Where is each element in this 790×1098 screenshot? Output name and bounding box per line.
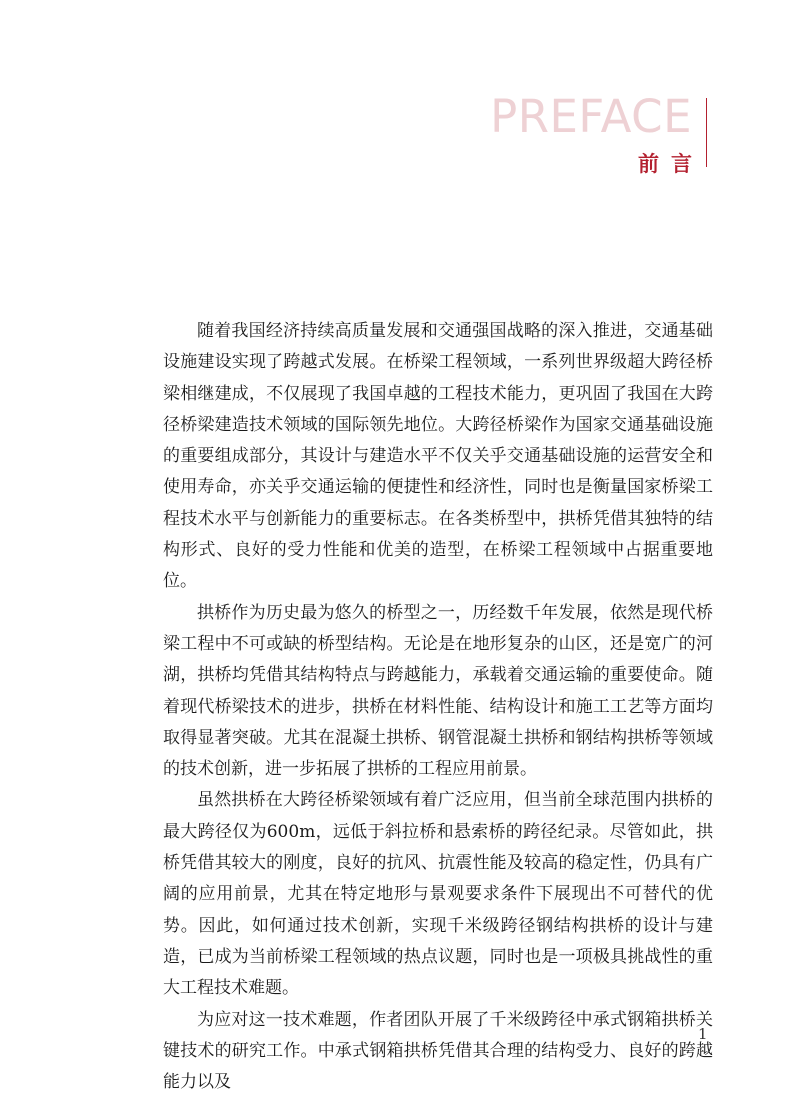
preface-subtitle: 前言 (638, 152, 704, 176)
paragraph-1: 随着我国经济持续高质量发展和交通强国战略的深入推进，交通基础设施建设实现了跨越式发展。在桥梁工程领域，一系列世界级超大跨径桥梁相继建成，不仅展现了我国卓越的工程技术能力，更巩固了我国在大跨径桥梁建造技术领域的国际领先地位。大跨径桥梁作为国家交通基础设施的重要组成部分，其设计与建造水平不仅关乎交通基础设施的运营安全和使用寿命，亦关乎交通运输的便捷性和经济性，同时也是衡量国家桥梁工程技术水平与创新能力的重要标志。在各类桥型中，拱桥凭借其独特的结构形式、良好的受力性能和优美的造型，在桥梁工程领域中占据重要地位。 (163, 321, 713, 592)
body-text (163, 316, 713, 1098)
header-vertical-rule (706, 98, 707, 167)
paragraph-4: 为应对这一技术难题，作者团队开展了千米级跨径中承式钢箱拱桥关键技术的研究工作。中承式钢箱拱桥凭借其合理的结构受力、良好的跨越能力以及 (163, 1009, 713, 1093)
paragraph-3: 虽然拱桥在大跨径桥梁领域有着广泛应用，但当前全球范围内拱桥的最大跨径仅为600m，远低于斜拉桥和悬索桥的跨径纪录。尽管如此，拱桥凭借其较大的刚度，良好的抗风、抗震性能及较高的稳定性，仍具有广阔的应用前景，尤其在特定地形与景观要求条件下展现出不可替代的优势。因此，如何通过技术创新，实现千米级跨径钢结构拱桥的设计与建造，已成为当前桥梁工程领域的热点议题，同时也是一项极具挑战性的重大工程技术难题。 (163, 790, 713, 999)
paragraph-2: 拱桥作为历史最为悠久的桥型之一，历经数千年发展，依然是现代桥梁工程中不可或缺的桥型结构。无论是在地形复杂的山区，还是宽广的河湖，拱桥均凭借其结构特点与跨越能力，承载着交通运输的重要使命。随着现代桥梁技术的进步，拱桥在材料性能、结构设计和施工工艺等方面均取得显著突破。尤其在混凝土拱桥、钢管混凝土拱桥和钢结构拱桥等领域的技术创新，进一步拓展了拱桥的工程应用前景。 (163, 602, 713, 780)
page-number: 1 (698, 1025, 708, 1043)
preface-title: PREFACE (490, 90, 692, 143)
preface-header (490, 90, 704, 178)
